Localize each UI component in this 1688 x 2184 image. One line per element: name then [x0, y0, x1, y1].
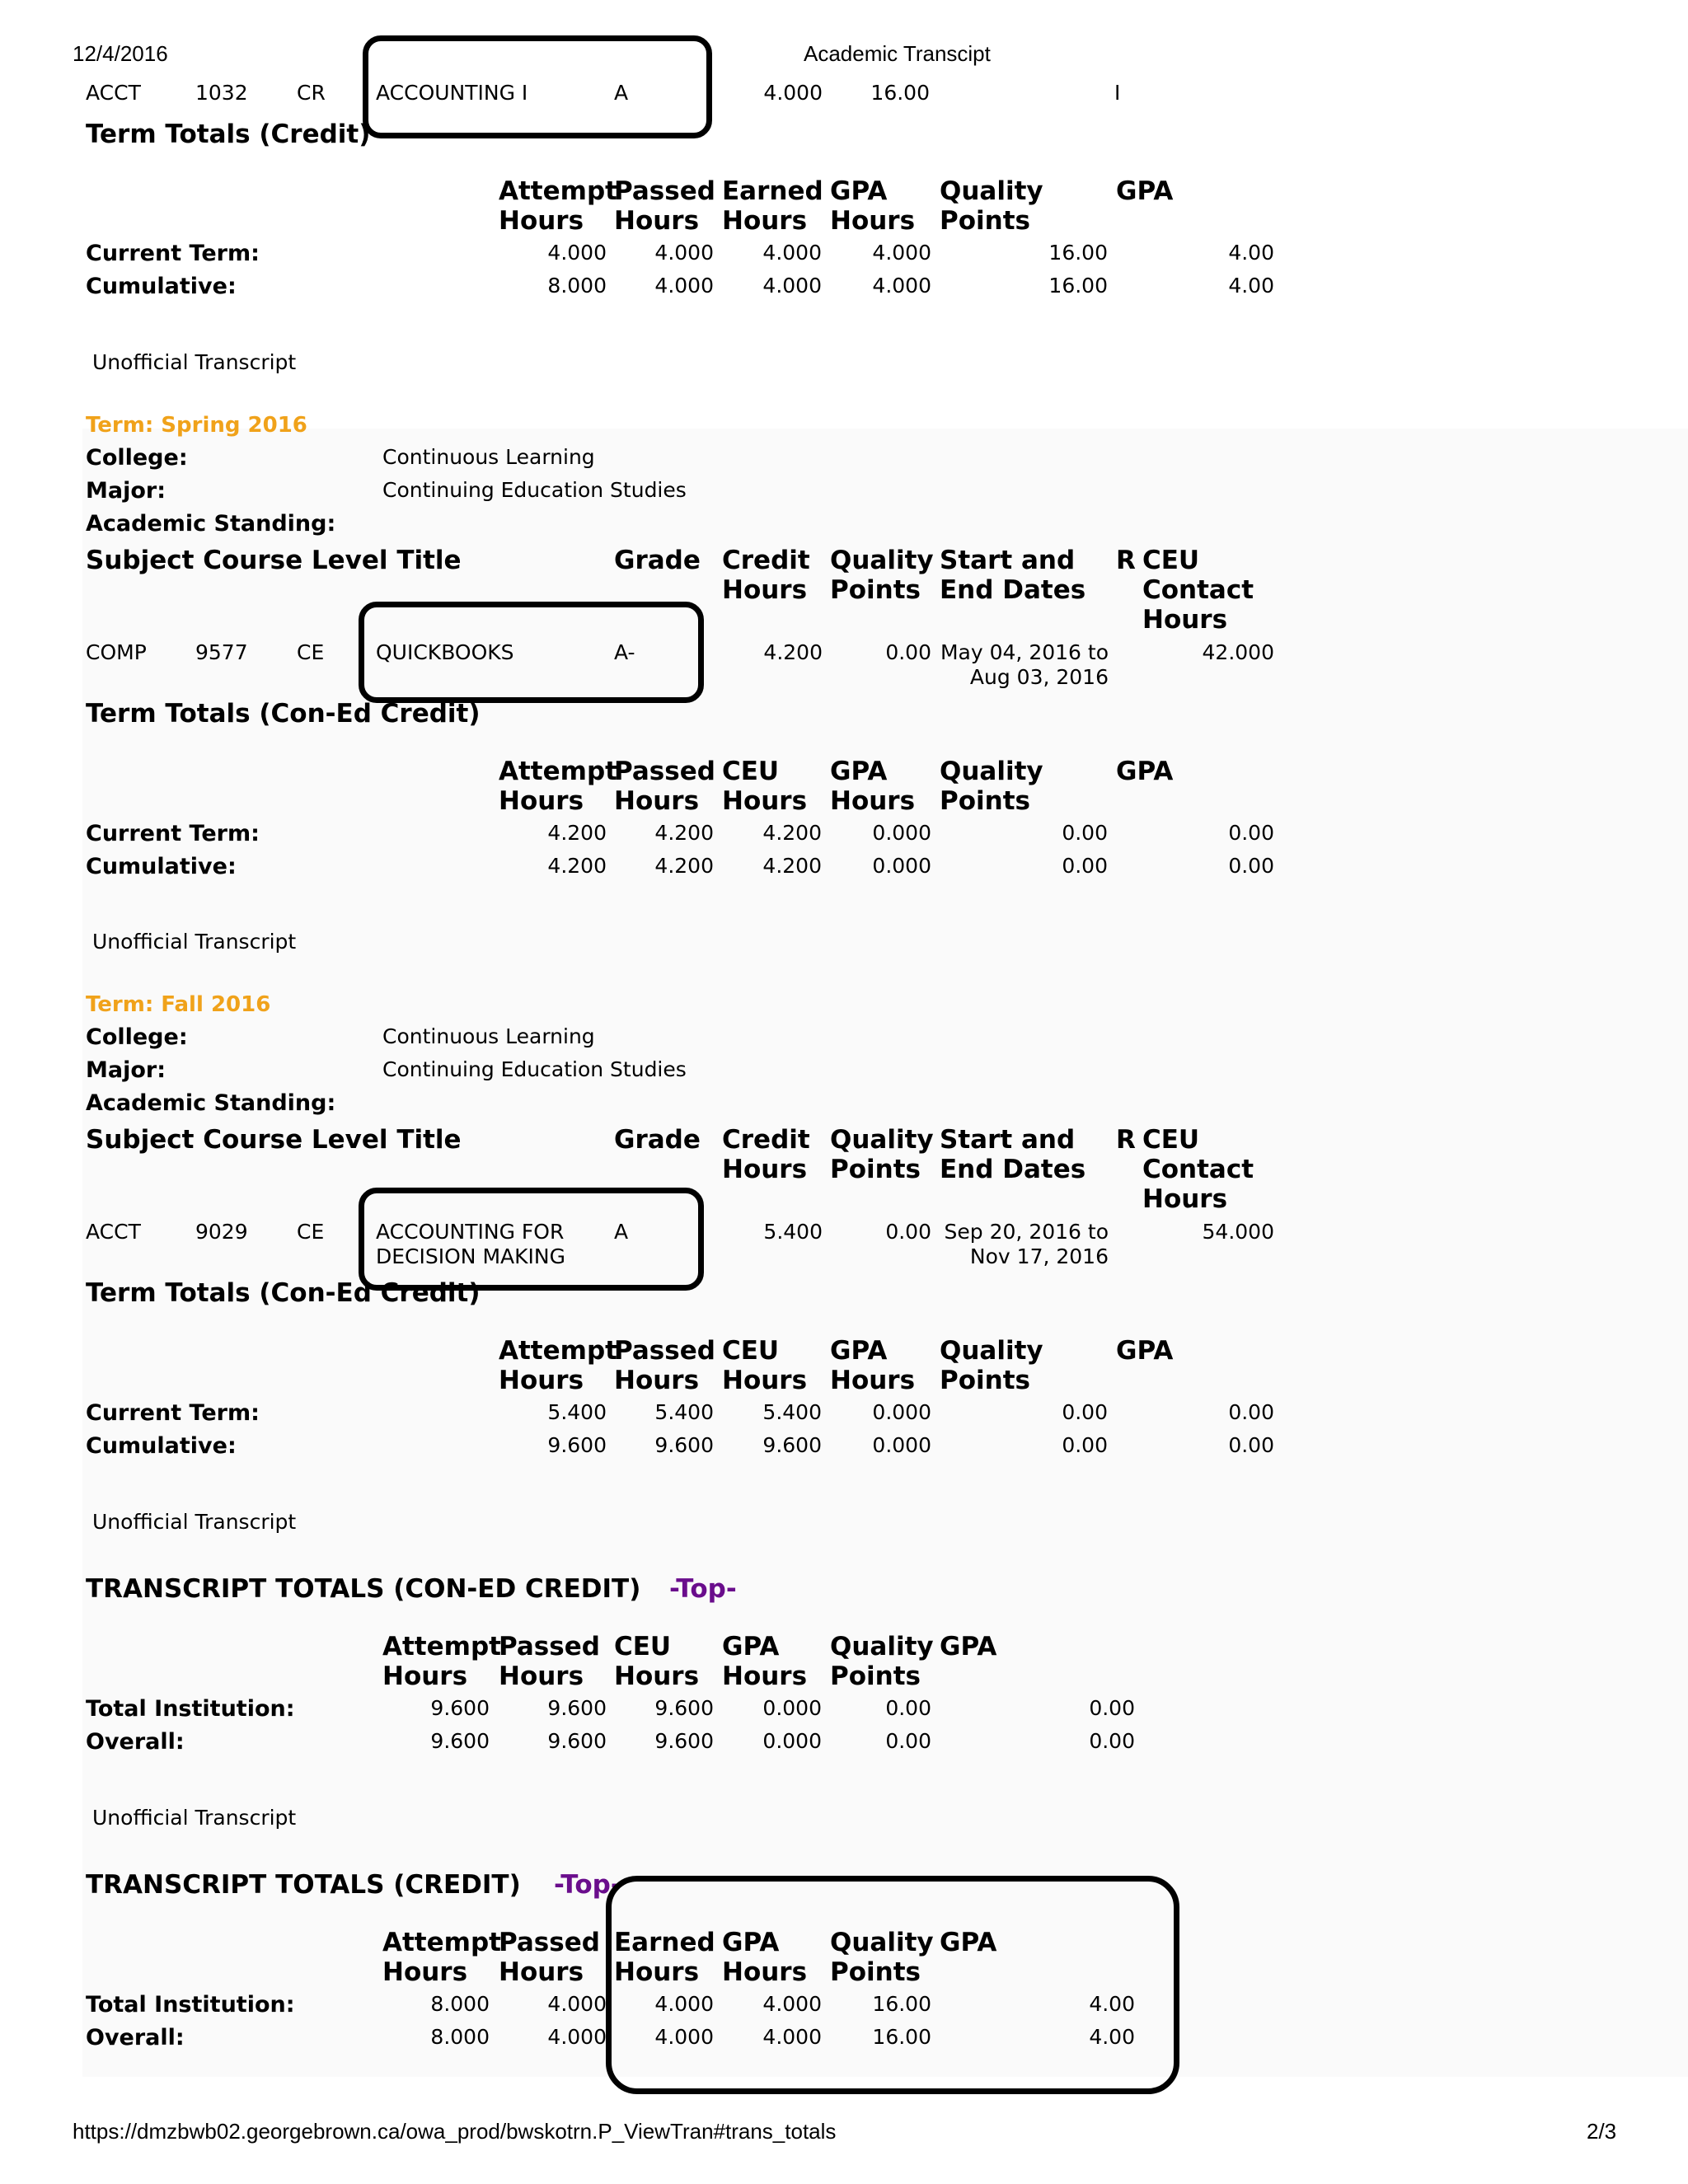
cell: 4.00	[1089, 2025, 1135, 2049]
course-ceu-hours: 54.000	[1202, 1220, 1274, 1244]
cell: 0.00	[1228, 821, 1274, 845]
term-heading: Term: Spring 2016	[86, 413, 307, 438]
column-header: GPA Hours	[830, 1336, 916, 1395]
column-header: Earned Hours	[722, 176, 823, 236]
cell: 0.000	[872, 821, 931, 845]
column-header: CEU Contact Hours	[1142, 1125, 1254, 1214]
course-title: ACCOUNTING I	[376, 81, 528, 105]
column-header: GPA	[940, 1928, 997, 1957]
college-value: Continuous Learning	[382, 445, 595, 469]
course-ceu-hours: 42.000	[1202, 640, 1274, 664]
cell: 16.00	[1048, 274, 1108, 298]
unofficial-transcript-label: Unofficial Transcript	[92, 1806, 297, 1830]
column-header: Passed Hours	[614, 1336, 715, 1395]
column-header: Quality Points	[830, 1928, 934, 1987]
cell: 9.600	[654, 1433, 714, 1457]
cell: 0.00	[1089, 1696, 1135, 1720]
cell: 0.00	[1228, 854, 1274, 878]
cell: 9.600	[654, 1729, 714, 1753]
column-header: Attempt Hours	[382, 1632, 501, 1691]
cell: 16.00	[872, 1992, 931, 2016]
column-header: GPA Hours	[830, 757, 916, 816]
row-label: Cumulative:	[86, 1433, 237, 1459]
cell: 9.600	[547, 1696, 607, 1720]
cell: 4.200	[547, 821, 607, 845]
column-header: Passed Hours	[499, 1632, 600, 1691]
major-label: Major:	[86, 478, 166, 504]
cell: 4.000	[762, 1992, 822, 2016]
major-value: Continuing Education Studies	[382, 1057, 687, 1081]
column-header: R	[1116, 546, 1136, 575]
cell: 4.000	[762, 274, 822, 298]
page-url: https://dmzbwb02.georgebrown.ca/owa_prod/bwskotrn.P_ViewTran#trans_totals	[73, 2119, 837, 2144]
cell: 4.000	[654, 241, 714, 265]
column-header: CEU Hours	[614, 1632, 700, 1691]
course-title: ACCOUNTING FOR DECISION MAKING	[376, 1220, 565, 1268]
cell: 4.000	[762, 2025, 822, 2049]
course-title: QUICKBOOKS	[376, 640, 514, 664]
highlight-circle	[606, 1876, 1179, 2094]
column-header: CEU Hours	[722, 757, 808, 816]
cell: 4.000	[547, 241, 607, 265]
cell: 0.00	[885, 1696, 931, 1720]
column-header: Start and End Dates	[940, 546, 1086, 605]
section-title: TRANSCRIPT TOTALS (CREDIT)	[86, 1870, 521, 1900]
row-label: Total Institution:	[86, 1992, 295, 2018]
row-label: Current Term:	[86, 1400, 260, 1426]
college-label: College:	[86, 445, 188, 471]
academic-standing-label: Academic Standing:	[86, 511, 336, 537]
column-header: Quality Points	[830, 1125, 934, 1184]
cell: 0.00	[1062, 821, 1108, 845]
cell: 4.200	[547, 854, 607, 878]
cell: 5.400	[654, 1400, 714, 1424]
cell: 5.400	[547, 1400, 607, 1424]
course-credit-hours: 4.200	[763, 640, 823, 664]
cell: 16.00	[872, 2025, 931, 2049]
course-level: CE	[297, 640, 325, 664]
course-number: 9577	[195, 640, 248, 664]
cell: 4.000	[547, 2025, 607, 2049]
column-header: Quality Points	[940, 176, 1043, 236]
cell: 4.000	[654, 1992, 714, 2016]
cell: 4.000	[654, 274, 714, 298]
cell: 4.200	[762, 854, 822, 878]
cell: 9.600	[654, 1696, 714, 1720]
column-header: Passed Hours	[614, 757, 715, 816]
cell: 0.00	[1089, 1729, 1135, 1753]
highlight-circle	[359, 602, 704, 703]
column-header: Subject Course Level Title	[86, 1125, 462, 1155]
row-label: Cumulative:	[86, 854, 237, 879]
cell: 8.000	[430, 1992, 490, 2016]
course-quality-points: 16.00	[870, 81, 930, 105]
course-number: 9029	[195, 1220, 248, 1244]
course-subject: ACCT	[86, 81, 141, 105]
course-dates: May 04, 2016 to Aug 03, 2016	[940, 640, 1109, 689]
cell: 4.200	[654, 821, 714, 845]
cell: 0.000	[872, 1400, 931, 1424]
print-date: 12/4/2016	[73, 41, 168, 66]
unofficial-transcript-label: Unofficial Transcript	[92, 350, 297, 374]
term-heading: Term: Fall 2016	[86, 992, 271, 1017]
cell: 0.00	[1062, 1433, 1108, 1457]
course-quality-points: 0.00	[885, 1220, 931, 1244]
cell: 4.000	[547, 1992, 607, 2016]
course-subject: ACCT	[86, 1220, 141, 1244]
column-header: GPA Hours	[722, 1632, 808, 1691]
cell: 9.600	[547, 1433, 607, 1457]
cell: 4.00	[1228, 241, 1274, 265]
cell: 4.00	[1228, 274, 1274, 298]
cell: 9.600	[762, 1433, 822, 1457]
unofficial-transcript-label: Unofficial Transcript	[92, 930, 297, 954]
column-header: Grade	[614, 1125, 701, 1155]
cell: 8.000	[547, 274, 607, 298]
cell: 9.600	[430, 1696, 490, 1720]
cell: 0.000	[762, 1729, 822, 1753]
row-label: Overall:	[86, 1729, 185, 1755]
page-number: 2/3	[1587, 2119, 1617, 2144]
course-level: CR	[297, 81, 326, 105]
top-link[interactable]: -Top-	[554, 1870, 621, 1900]
cell: 16.00	[1048, 241, 1108, 265]
course-dates: Sep 20, 2016 to Nov 17, 2016	[944, 1220, 1109, 1268]
column-header: Quality Points	[830, 546, 934, 605]
course-grade: A-	[614, 640, 635, 664]
highlight-circle	[363, 35, 712, 138]
cell: 0.000	[872, 1433, 931, 1457]
cell: 4.000	[872, 274, 931, 298]
cell: 0.000	[872, 854, 931, 878]
column-header: Attempt Hours	[499, 176, 617, 236]
cell: 0.00	[885, 1729, 931, 1753]
section-title: Term Totals (Con-Ed Credit)	[86, 1278, 481, 1308]
column-header: Credit Hours	[722, 546, 810, 605]
row-label: Current Term:	[86, 821, 260, 846]
column-header: GPA Hours	[830, 176, 916, 236]
cell: 0.00	[1062, 854, 1108, 878]
top-link[interactable]: -Top-	[669, 1574, 737, 1604]
section-title: Term Totals (Credit)	[86, 120, 371, 149]
column-header: CEU Hours	[722, 1336, 808, 1395]
column-header: GPA	[1116, 757, 1174, 786]
course-grade: A	[614, 1220, 629, 1244]
cell: 9.600	[547, 1729, 607, 1753]
cell: 0.00	[1062, 1400, 1108, 1424]
academic-standing-label: Academic Standing:	[86, 1090, 336, 1116]
column-header: GPA Hours	[722, 1928, 808, 1987]
cell: 4.200	[654, 854, 714, 878]
cell: 5.400	[762, 1400, 822, 1424]
cell: 8.000	[430, 2025, 490, 2049]
column-header: Passed Hours	[499, 1928, 600, 1987]
course-grade: A	[614, 81, 629, 105]
column-header: R	[1116, 1125, 1136, 1155]
college-label: College:	[86, 1024, 188, 1050]
cell: 9.600	[430, 1729, 490, 1753]
column-header: Quality Points	[940, 1336, 1043, 1395]
column-header: GPA	[1116, 1336, 1174, 1366]
row-label: Total Institution:	[86, 1696, 295, 1722]
column-header: Earned Hours	[614, 1928, 715, 1987]
column-header: Attempt Hours	[382, 1928, 501, 1987]
row-label: Cumulative:	[86, 274, 237, 299]
course-credit-hours: 4.000	[763, 81, 823, 105]
row-label: Overall:	[86, 2025, 185, 2050]
cell: 4.000	[872, 241, 931, 265]
column-header: Credit Hours	[722, 1125, 810, 1184]
cell: 0.00	[1228, 1433, 1274, 1457]
highlight-circle	[359, 1188, 704, 1291]
course-repeat-indicator: I	[1114, 81, 1121, 105]
course-level: CE	[297, 1220, 325, 1244]
page-background	[82, 429, 1688, 2077]
course-quality-points: 0.00	[885, 640, 931, 664]
course-credit-hours: 5.400	[763, 1220, 823, 1244]
major-value: Continuing Education Studies	[382, 478, 687, 502]
cell: 4.000	[654, 2025, 714, 2049]
column-header: GPA	[940, 1632, 997, 1661]
row-label: Current Term:	[86, 241, 260, 266]
column-header: Subject Course Level Title	[86, 546, 462, 575]
course-subject: COMP	[86, 640, 147, 664]
column-header: Attempt Hours	[499, 757, 617, 816]
column-header: Attempt Hours	[499, 1336, 617, 1395]
cell: 4.00	[1089, 1992, 1135, 2016]
section-title: Term Totals (Con-Ed Credit)	[86, 699, 481, 729]
cell: 0.000	[762, 1696, 822, 1720]
column-header: Quality Points	[940, 757, 1043, 816]
column-header: GPA	[1116, 176, 1174, 206]
unofficial-transcript-label: Unofficial Transcript	[92, 1510, 297, 1534]
column-header: Quality Points	[830, 1632, 934, 1691]
major-label: Major:	[86, 1057, 166, 1083]
cell: 0.00	[1228, 1400, 1274, 1424]
cell: 4.000	[762, 241, 822, 265]
column-header: Grade	[614, 546, 701, 575]
column-header: Passed Hours	[614, 176, 715, 236]
page-header-title: Academic Transcipt	[804, 41, 991, 66]
course-number: 1032	[195, 81, 248, 105]
section-title: TRANSCRIPT TOTALS (CON-ED CREDIT)	[86, 1574, 641, 1604]
column-header: CEU Contact Hours	[1142, 546, 1254, 635]
column-header: Start and End Dates	[940, 1125, 1086, 1184]
cell: 4.200	[762, 821, 822, 845]
college-value: Continuous Learning	[382, 1024, 595, 1048]
